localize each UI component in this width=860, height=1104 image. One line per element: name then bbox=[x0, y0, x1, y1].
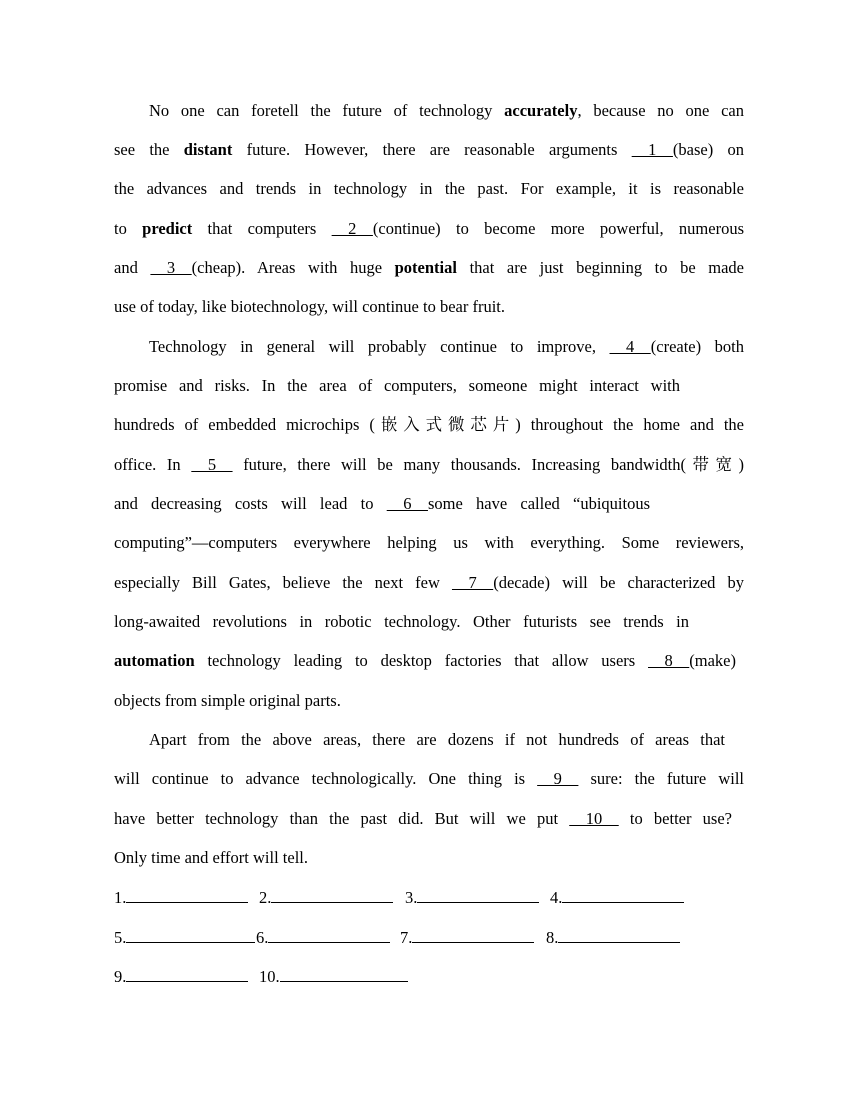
answer-line-1[interactable] bbox=[126, 884, 248, 903]
text: long-awaited revolutions in robotic technology. Other futurists see trends in bbox=[114, 612, 689, 631]
passage-line-15 bbox=[114, 648, 736, 674]
text: hundreds of embedded microchips (嵌入式微芯片) throughout the home and the bbox=[114, 415, 744, 434]
answer-6 bbox=[256, 924, 390, 951]
answer-label: 1. bbox=[114, 888, 127, 907]
text: office. In bbox=[114, 455, 192, 474]
passage-line-16 bbox=[114, 688, 744, 714]
answer-label: 10. bbox=[259, 967, 280, 986]
answer-label: 7. bbox=[400, 928, 413, 947]
blank-5[interactable]: 5 bbox=[191, 455, 233, 474]
answer-label: 8. bbox=[546, 928, 559, 947]
passage-line-11 bbox=[114, 491, 650, 517]
answer-10 bbox=[259, 963, 408, 990]
text: sure: the future will bbox=[578, 769, 745, 788]
answer-4 bbox=[550, 884, 684, 911]
passage-line-5 bbox=[114, 255, 744, 281]
passage-line-1 bbox=[149, 98, 744, 124]
blank-8[interactable]: 8 bbox=[648, 651, 690, 670]
passage-line-20 bbox=[114, 845, 744, 871]
text: (create) both bbox=[650, 337, 744, 356]
text: (base) on bbox=[672, 140, 744, 159]
answer-5 bbox=[114, 924, 255, 951]
passage-line-19 bbox=[114, 806, 732, 832]
answer-label: 3. bbox=[405, 888, 418, 907]
answer-line-6[interactable] bbox=[268, 924, 390, 943]
text: that are just beginning to be made bbox=[456, 258, 744, 277]
answer-label: 9. bbox=[114, 967, 127, 986]
passage-line-3 bbox=[114, 176, 744, 202]
blank-4[interactable]: 4 bbox=[609, 337, 651, 356]
answer-8 bbox=[546, 924, 680, 951]
blank-10[interactable]: 10 bbox=[569, 809, 619, 828]
blank-1[interactable]: 1 bbox=[631, 140, 673, 159]
text: the advances and trends in technology in the past. For example, it is reasonable bbox=[114, 179, 744, 198]
bold-word: potential bbox=[394, 258, 457, 277]
passage-line-18 bbox=[114, 766, 744, 792]
text: (decade) will be characterized by bbox=[493, 573, 745, 592]
blank-3[interactable]: 3 bbox=[150, 258, 192, 277]
text: computing”—computers everywhere helping us with everything. Some reviewers, bbox=[114, 533, 744, 552]
answer-7 bbox=[400, 924, 534, 951]
passage-line-7 bbox=[149, 334, 744, 360]
bold-word: accurately bbox=[504, 101, 578, 120]
text: and decreasing costs will lead to bbox=[114, 494, 387, 513]
text: to better use? bbox=[618, 809, 732, 828]
answer-line-5[interactable] bbox=[126, 924, 255, 943]
text: use of today, like biotechnology, will continue to bear fruit. bbox=[114, 297, 506, 316]
answer-label: 2. bbox=[259, 888, 272, 907]
passage-line-8 bbox=[114, 373, 680, 399]
answer-line-2[interactable] bbox=[271, 884, 393, 903]
passage-line-12 bbox=[114, 530, 744, 556]
passage-line-13 bbox=[114, 570, 744, 596]
text: technology leading to desktop factories that allow users bbox=[194, 651, 649, 670]
text: some have called “ubiquitous bbox=[427, 494, 650, 513]
answer-1 bbox=[114, 884, 248, 911]
blank-7[interactable]: 7 bbox=[451, 573, 494, 592]
text: and bbox=[114, 258, 151, 277]
blank-2[interactable]: 2 bbox=[331, 219, 373, 238]
blank-6[interactable]: 6 bbox=[386, 494, 428, 513]
answer-label: 6. bbox=[256, 928, 269, 947]
answer-row-2 bbox=[114, 924, 714, 950]
answer-line-3[interactable] bbox=[417, 884, 539, 903]
text: , because no one can bbox=[577, 101, 745, 120]
answer-row-3 bbox=[114, 963, 514, 989]
answer-9 bbox=[114, 963, 248, 990]
answer-line-8[interactable] bbox=[558, 924, 680, 943]
text: promise and risks. In the area of computers, someone might interact with bbox=[114, 376, 680, 395]
answer-row-1 bbox=[114, 884, 714, 910]
answer-label: 5. bbox=[114, 928, 127, 947]
text: Apart from the above areas, there are dozens if not hundreds of areas that bbox=[149, 730, 725, 749]
text: Only time and effort will tell. bbox=[114, 848, 308, 867]
text: have better technology than the past did. But will we put bbox=[114, 809, 570, 828]
bold-word: distant bbox=[183, 140, 233, 159]
passage-line-17 bbox=[149, 727, 725, 753]
answer-3 bbox=[405, 884, 539, 911]
answer-line-9[interactable] bbox=[126, 963, 248, 982]
text: (make) bbox=[689, 651, 736, 670]
bold-word: automation bbox=[114, 651, 195, 670]
bold-word: predict bbox=[142, 219, 193, 238]
passage-line-4 bbox=[114, 216, 744, 242]
text: will continue to advance technologically. One thing is bbox=[114, 769, 538, 788]
text: Technology in general will probably continue to improve, bbox=[149, 337, 610, 356]
text: see the bbox=[114, 140, 184, 159]
answer-line-10[interactable] bbox=[280, 963, 408, 982]
answer-label: 4. bbox=[550, 888, 563, 907]
text: No one can foretell the future of technology bbox=[149, 101, 505, 120]
text: (continue) to become more powerful, numerous bbox=[372, 219, 744, 238]
text: future. However, there are reasonable arguments bbox=[232, 140, 632, 159]
answer-line-7[interactable] bbox=[412, 924, 534, 943]
text: future, there will be many thousands. Increasing bandwidth(带宽) bbox=[232, 455, 744, 474]
answer-2 bbox=[259, 884, 393, 911]
text: (cheap). Areas with huge bbox=[191, 258, 395, 277]
passage-line-14 bbox=[114, 609, 689, 635]
passage-line-6 bbox=[114, 294, 744, 320]
passage-line-10 bbox=[114, 452, 744, 478]
answer-line-4[interactable] bbox=[562, 884, 684, 903]
passage-line-2 bbox=[114, 137, 744, 163]
text: to bbox=[114, 219, 143, 238]
text: especially Bill Gates, believe the next few bbox=[114, 573, 452, 592]
blank-9[interactable]: 9 bbox=[537, 769, 579, 788]
text: that computers bbox=[192, 219, 332, 238]
passage-line-9 bbox=[114, 412, 744, 438]
text: objects from simple original parts. bbox=[114, 691, 341, 710]
